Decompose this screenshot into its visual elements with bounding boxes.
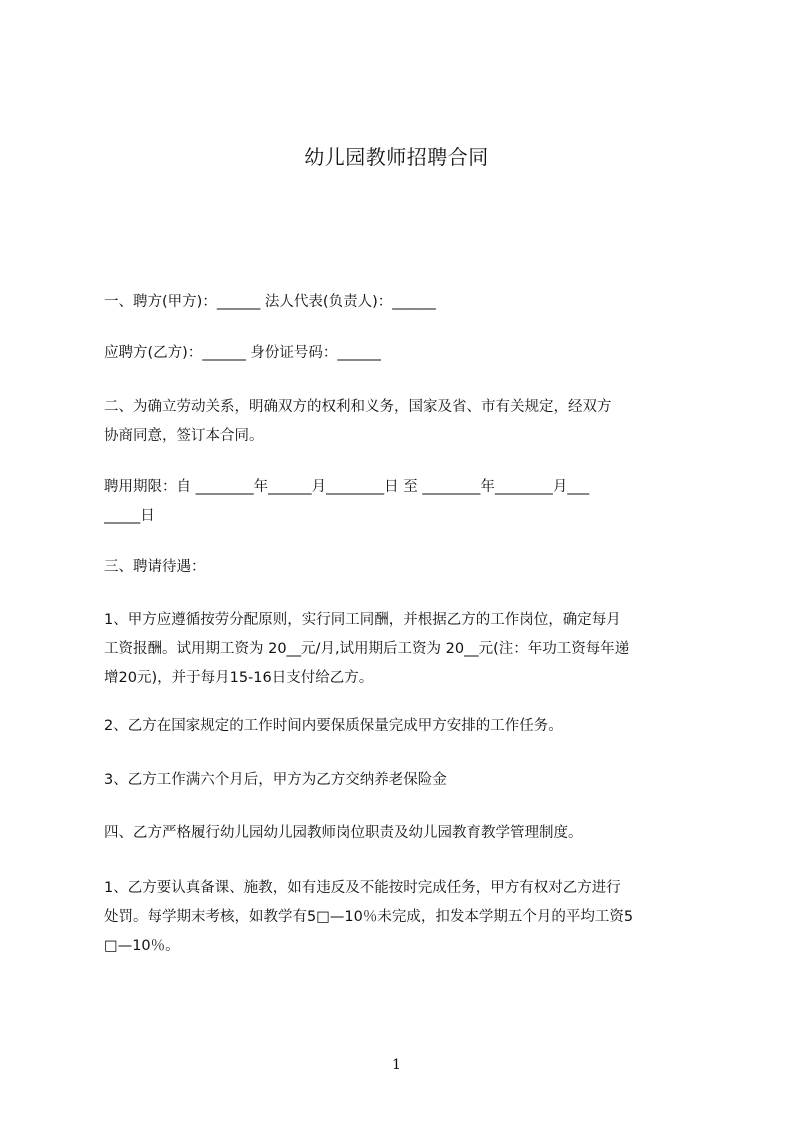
paragraph-insurance xyxy=(104,766,708,795)
paragraph-line: 应聘方(乙方)：______ 身份证号码：______ xyxy=(104,345,381,361)
paragraph-line: □—10％。 xyxy=(104,938,180,954)
paragraph-employer xyxy=(104,288,708,317)
paragraph-line: 二、为确立劳动关系，明确双方的权利和义务，国家及省、市有关规定，经双方 xyxy=(104,399,612,415)
paragraph-line: 3、乙方工作满六个月后，甲方为乙方交纳养老保险金 xyxy=(104,772,447,788)
paragraph-section-four xyxy=(104,819,708,848)
paragraph-line: 1、甲方应遵循按劳分配原则，实行同工同酬，并根据乙方的工作岗位，确定每月 xyxy=(104,612,621,628)
paragraph-line: 聘用期限：自 ________年______月________日 至 ________年________月___ xyxy=(104,479,590,495)
paragraph-term xyxy=(104,473,708,531)
page-number: 1 xyxy=(392,1057,401,1073)
paragraph-teaching-duty xyxy=(104,874,708,961)
paragraph-line: 四、乙方严格履行幼儿园幼儿园教师岗位职责及幼儿园教育教学管理制度。 xyxy=(104,825,583,841)
paragraph-line: 协商同意，签订本合同。 xyxy=(104,428,264,444)
paragraph-working-hours xyxy=(104,712,708,741)
paragraph-salary xyxy=(104,606,708,693)
paragraph-line: 2、乙方在国家规定的工作时间内要保质保量完成甲方安排的工作任务。 xyxy=(104,718,563,734)
page-title: 幼儿园教师招聘合同 xyxy=(304,145,489,169)
paragraph-line: 工资报酬。试用期工资为 20__元/月,试用期后工资为 20__元(注：年功工资每年递 xyxy=(104,641,630,657)
paragraph-section-three xyxy=(104,553,708,582)
paragraph-line: 三、聘请待遇： xyxy=(104,559,206,575)
paragraph-line: 增20元)，并于每月15-16日支付给乙方。 xyxy=(104,670,374,686)
paragraph-line: 处罚。每学期末考核，如教学有5□—10％未完成，扣发本学期五个月的平均工资5 xyxy=(104,909,634,925)
paragraph-line: _____日 xyxy=(104,508,155,524)
paragraph-line: 1、乙方要认真备课、施教，如有违反及不能按时完成任务，甲方有权对乙方进行 xyxy=(104,880,621,896)
paragraph-employee xyxy=(104,339,708,368)
paragraph-line: 一、聘方(甲方)：______ 法人代表(负责人)：______ xyxy=(104,294,436,310)
paragraph-section-two xyxy=(104,393,708,451)
